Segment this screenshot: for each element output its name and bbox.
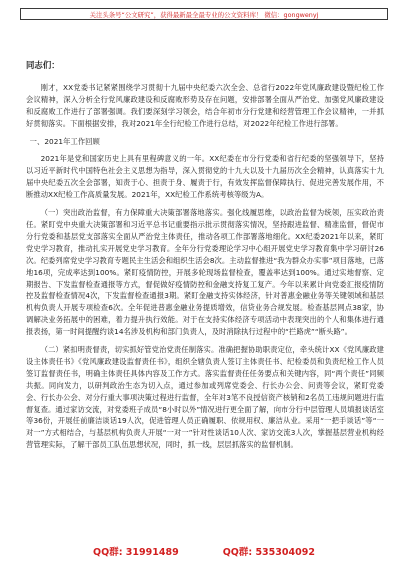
footer xyxy=(0,544,408,558)
item-1-paragraph: （一）突出政治监督，有力保障重大决策部署落地落实。强化线履思维，以政治监督为统领，压实政治责任。紧盯党中央重大决策部署和习近平总书记重要指示批示贯彻落实情况，坚持跟进监督、精准监督，督促市分行党委和基层党支部落实全面从严治党主体责任，推动各项工作部署落地细化。XX纪委2021年以来，紧盯党史学习教育，推动扎实开展党史学习教育。全年分行党委理论学习中心组开展党史学习教育集中学习研讨26次。纪委列席党史学习教育专题民主生活会和组织生活会8次。主动监督推进“我为群众办实事”项目落地，已落地16项，完成率达到100%。紧盯疫情防控，开展多轮现场监督检查，覆盖率达到100%。通过实地督察、定期报告、下发监督检查通报等方式，督促做好疫情防控和金融支持复工复产。今年以来累计向党委汇报疫情防控及监督检查情况4次，下发监督检查通报3期。紧盯金融支持实体经济，针对普惠金融业务等关键领域和基层机构负责人开展专项检查6次。全年促进普惠金融业务提质增效，信贷业务合规发展。检查基层网点38家，协调解决业务拓展中的困难，着力提升执行效能。对于在支持实体经济专项活动中表现突出的个人和集体进行通报表扬，第一时间提醒约谈14名涉及机构和部门负责人，及时消除执行过程中的“拦路虎”“断头路”。 xyxy=(26,208,384,337)
summary-paragraph: 2021年是党和国家历史上具有里程碑意义的一年。XX纪委在市分行党委和省行纪委的坚强领导下，坚持以习近平新时代中国特色社会主义思想为指导，深入贯彻党的十九大以及十九届历次全会精神，认真落实十九届中央纪委五次全会部署，知责于心、担责于身、履责于行，有效发挥监督保障执行、促进完善发展作用，不断推动XX纪检工作高质量发展。2021年，XX纪检工作系统考核等级为A。 xyxy=(26,154,384,200)
item-2-paragraph: （二）紧扣明责督责，切实抓好管党治党责任制落实。准确把握协助职责定位，牵头统计XX《党风廉政建设主体责任书》《党风廉政建设监督责任书》，组织全辖负责人签订主体责任书、纪检委员和负责纪检工作人员签订监督责任书，明确主体责任具体内容及工作方式。落实监督责任任务要点和关键内容，同“两个责任”同频共振。同向发力，以研判政治生态为切入点，通过参加或列席党委会、行长办公会、问责等会议，紧盯党委会、行长办公会、对分行重大事项决策过程进行监督，全年对3笔不良授信资产核销和2名员工违规问题进行监督复查。通过家访交流，对党委班子成员“8小时以外”情况进行更全面了解，向市分行中层管理人员填报谈话室等36份，开展任前廉洁谈话19人次，促进管理人员正确履职、依规用权、廉洁从业。采用“一把手谈话”等“一对一”方式相结合，与基层机构负责人开展“一对一”针对性谈话10人次、家访交流3人次，掌握基层营业机构经营管理实际，了解干部员工队伍思想状况，同时，抓一线，层层抓落实的监督机制。 xyxy=(26,345,384,450)
qq-group-1: QQ群: 31991489 xyxy=(93,547,179,558)
top-banner: 关注头条号“公文研究”，获得最新最全最专业的公文资料库！ 微信：gongwenyj xyxy=(20,8,388,20)
salutation: 同志们： xyxy=(26,60,60,70)
intro-paragraph: 刚才，XX党委书记紧紧围绕学习贯彻十九届中央纪委六次全会、总省行2022年党风廉政建设暨纪检工作会议精神，深入分析全行党风廉政建设和反腐败形势及存在问题，安排部署全面从严治党、加强党风廉政建设和反腐败工作进行了部署强调。我们要深刻学习领会，结合年初市分行党建和经营管理工作会议精神，一并抓好贯彻落实。下面根据安排，我对2021年全行纪检工作进行总结，对2022年纪检工作进行部署。 xyxy=(26,82,384,128)
qq-group-2: QQ群: 535304092 xyxy=(222,547,315,558)
document-body xyxy=(26,30,384,457)
section-heading: 一、2021年工作回顾 xyxy=(29,136,100,146)
